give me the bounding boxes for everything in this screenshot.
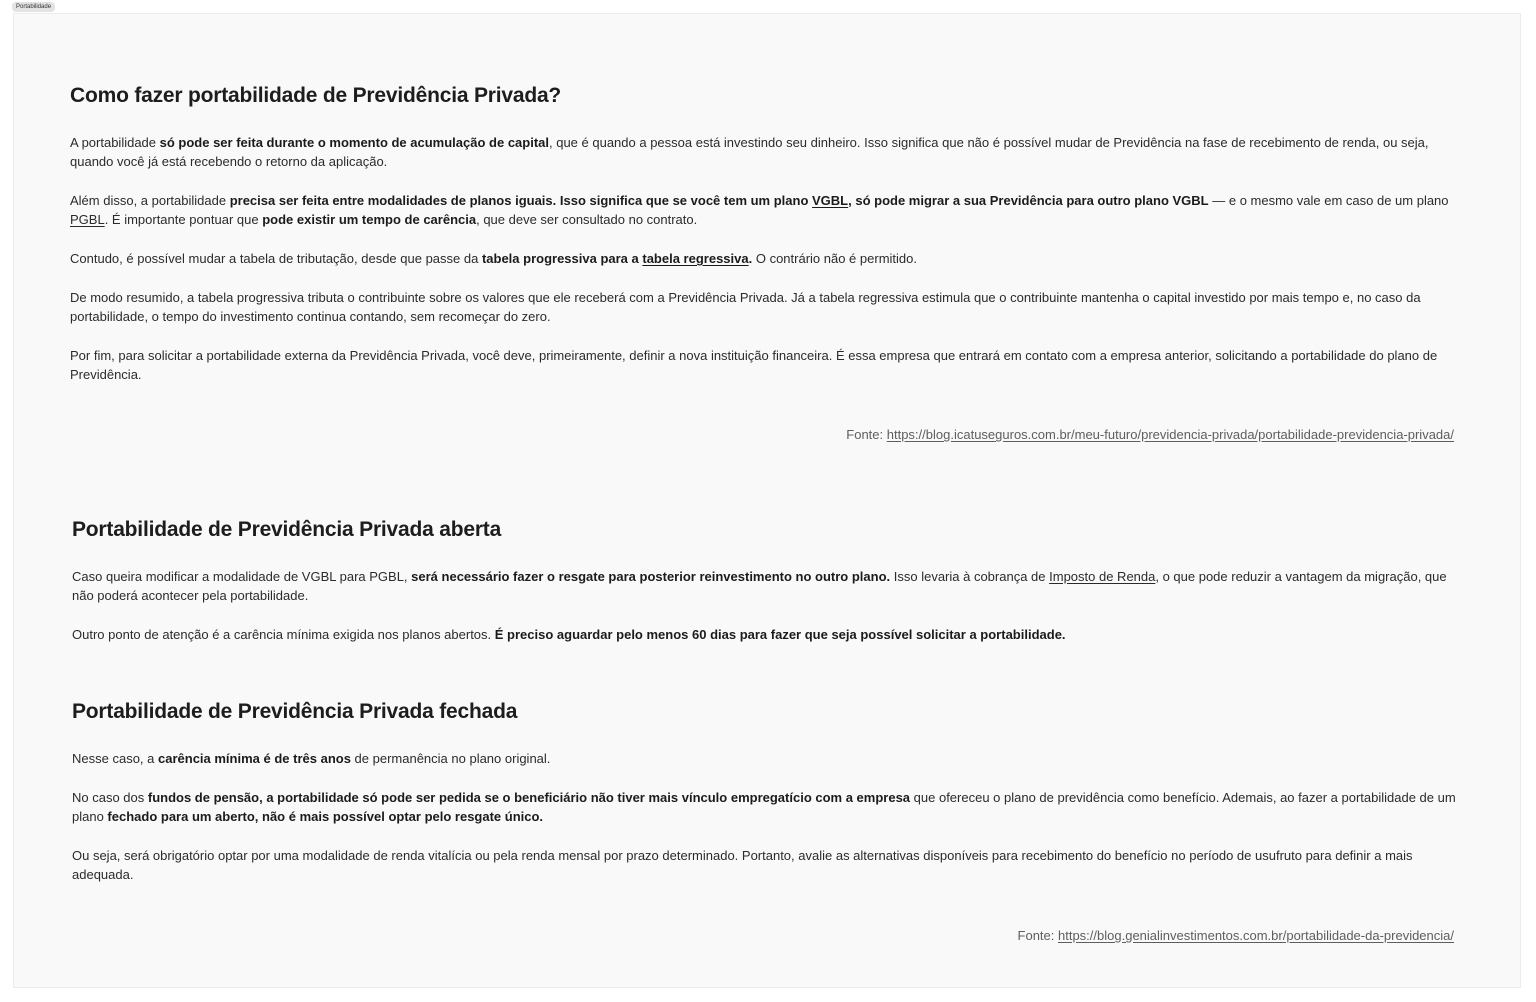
text: tabela progressiva para a xyxy=(481,251,643,266)
text: No caso dos xyxy=(72,790,148,805)
text: . xyxy=(748,251,753,266)
vgbl-link[interactable]: VGBL xyxy=(812,193,849,208)
text: . É importante pontuar que xyxy=(104,212,263,227)
paragraph xyxy=(72,625,1462,644)
bold-text: só pode ser feita durante o momento de acumulação de capital xyxy=(159,135,549,150)
text: Contudo, é possível mudar a tabela de tributação, desde que passe da xyxy=(70,251,482,266)
bold-text: carência mínima é de três anos xyxy=(158,751,351,766)
text: — e o mesmo vale em caso de um plano xyxy=(1208,193,1449,208)
text: precisa ser feita entre modalidades de planos iguais. Isso significa que se você tem um plano xyxy=(229,193,813,208)
tabela-regressiva-link[interactable]: tabela regressiva xyxy=(642,251,749,266)
text: , que deve ser consultado no contrato. xyxy=(476,212,698,227)
bold-text: pode existir um tempo de carência xyxy=(262,212,477,227)
pgbl-link[interactable]: PGBL xyxy=(70,212,105,227)
source-label: Fonte: xyxy=(1017,928,1058,943)
source-line xyxy=(1018,928,1454,943)
section-title: Portabilidade de Previdência Privada fechada xyxy=(72,700,518,723)
text: , que é quando a pessoa está investindo seu dinheiro. Isso significa que não é possível mudar de Previdência na fase de recebimento de renda, ou seja, quando você já está recebendo o retorno da aplicação. xyxy=(70,135,1429,169)
text: , só pode migrar a sua Previdência para outro plano VGBL xyxy=(848,193,1209,208)
text: A portabilidade xyxy=(70,135,160,150)
text: Isso levaria à cobrança de xyxy=(890,569,1050,584)
imposto-de-renda-link[interactable]: Imposto de Renda xyxy=(1049,569,1156,584)
text: Outro ponto de atenção é a carência mínima exigida nos planos abertos. xyxy=(72,627,495,642)
paragraph xyxy=(70,133,1460,171)
text: , o que pode reduzir a vantagem da migração, que não poderá acontecer pela portabilidade. xyxy=(72,569,1447,603)
source-line xyxy=(846,427,1454,442)
text: O contrário não é permitido. xyxy=(752,251,917,266)
text: Caso queira modificar a modalidade de VGBL para PGBL, xyxy=(72,569,412,584)
section-fechada xyxy=(72,700,1462,884)
bold-text: fundos de pensão, a portabilidade só pode ser pedida se o beneficiário não tiver mais vínculo empregatício com a empresa xyxy=(147,790,911,805)
text: Nesse caso, a xyxy=(72,751,158,766)
paragraph: Por fim, para solicitar a portabilidade externa da Previdência Privada, você deve, primeiramente, definir a nova instituição financeira. É essa empresa que entrará em contato com a empresa anterior, solicitando a portabilidade do plano de Previdência. xyxy=(70,348,1438,382)
frame-tag[interactable]: Portabilidade xyxy=(12,2,55,12)
section-aberta xyxy=(72,518,1462,644)
source-label: Fonte: xyxy=(846,427,887,442)
section-title: Como fazer portabilidade de Previdência Privada? xyxy=(70,84,562,107)
bold-text: fechado para um aberto, não é mais possível optar pelo resgate único. xyxy=(107,809,544,824)
paragraph xyxy=(72,567,1462,605)
bold-text: será necessário fazer o resgate para posterior reinvestimento no outro plano. xyxy=(411,569,891,584)
text: Além disso, a portabilidade xyxy=(70,193,230,208)
bold-text xyxy=(230,193,1209,208)
section-title: Portabilidade de Previdência Privada aberta xyxy=(72,518,502,541)
source-link[interactable]: https://blog.genialinvestimentos.com.br/portabilidade-da-previdencia/ xyxy=(1058,928,1454,943)
paragraph: Ou seja, será obrigatório optar por uma modalidade de renda vitalícia ou pela renda mensal por prazo determinado. Portanto, avalie as alternativas disponíveis para recebimento do benefício no período de usufruto para definir a mais adequada. xyxy=(72,848,1413,882)
text: de permanência no plano original. xyxy=(350,751,551,766)
section-como-fazer xyxy=(70,84,1460,384)
page-frame xyxy=(13,13,1521,988)
paragraph: De modo resumido, a tabela progressiva tributa o contribuinte sobre os valores que ele receberá com a Previdência Privada. Já a tabela regressiva estimula que o contribuinte mantenha o capital investido por mais tempo e, no caso da portabilidade, o tempo do investimento continua contando, sem recomeçar do zero. xyxy=(70,290,1421,324)
paragraph xyxy=(72,788,1462,826)
source-link[interactable]: https://blog.icatuseguros.com.br/meu-futuro/previdencia-privada/portabilidade-previdencia-privada/ xyxy=(886,427,1454,442)
text: que ofereceu o plano de previdência como benefício. Ademais, ao fazer a portabilidade de um plano xyxy=(72,790,1456,824)
paragraph xyxy=(70,191,1460,229)
bold-text xyxy=(482,251,752,266)
paragraph xyxy=(72,749,1462,768)
paragraph xyxy=(70,249,1460,268)
bold-text: É preciso aguardar pelo menos 60 dias para fazer que seja possível solicitar a portabilidade. xyxy=(494,627,1066,642)
